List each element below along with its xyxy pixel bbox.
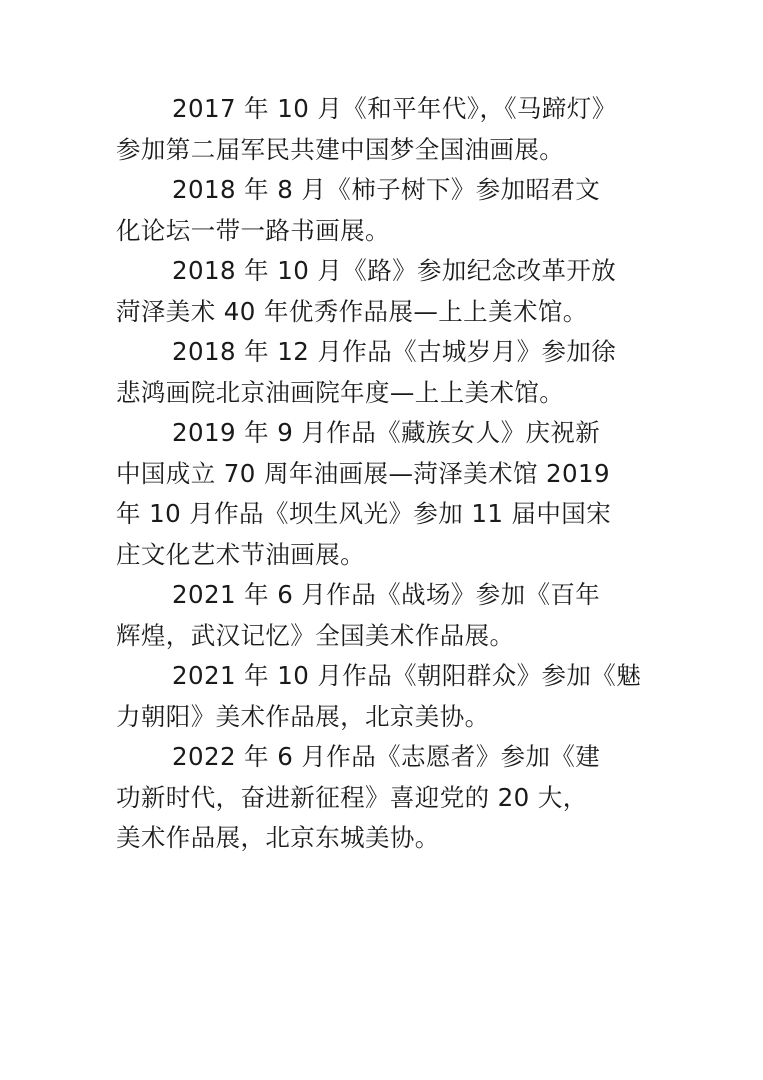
exhibition-history-text: [116, 89, 656, 859]
paragraph-6-line-2: 辉煌，武汉记忆》全国美术作品展。: [116, 620, 515, 650]
paragraph-7-line-1: 2021 年 10 月作品《朝阳群众》参加《魅: [172, 661, 642, 690]
paragraph-3-line-2: 菏泽美术 40 年优秀作品展—上上美术馆。: [116, 296, 588, 326]
paragraph-6-line-1: 2021 年 6 月作品《战场》参加《百年: [172, 580, 601, 609]
paragraph-5-line-1: 2019 年 9 月作品《藏族女人》庆祝新: [172, 418, 601, 447]
paragraph-2-line-2: 化论坛一带一路书画展。: [116, 215, 390, 245]
paragraph-1-line-1: 2017 年 10 月《和平年代》，《马蹄灯》: [172, 94, 617, 123]
paragraph-4-line-1: 2018 年 12 月作品《古城岁月》参加徐: [172, 337, 617, 366]
paragraph-2-line-1: 2018 年 8 月《柿子树下》参加昭君文: [172, 175, 601, 204]
paragraph-7-line-2: 力朝阳》美术作品展，北京美协。: [116, 701, 490, 731]
paragraph-1-line-2: 参加第二届军民共建中国梦全国油画展。: [116, 134, 565, 164]
paragraph-4-line-2: 悲鸿画院北京油画院年度—上上美术馆。: [116, 377, 565, 407]
paragraph-8-line-3: 美术作品展，北京东城美协。: [116, 823, 440, 852]
paragraph-8-line-2: 功新时代，奋进新征程》喜迎党的 20 大，: [116, 782, 588, 812]
paragraph-5-line-2: 中国成立 70 周年油画展—菏泽美术馆 2019: [116, 458, 610, 488]
paragraph-5-line-3: 年 10 月作品《坝生风光》参加 11 届中国宋: [116, 499, 612, 528]
paragraph-8-line-1: 2022 年 6 月作品《志愿者》参加《建: [172, 742, 601, 771]
paragraph-3-line-1: 2018 年 10 月《路》参加纪念改革开放: [172, 256, 617, 285]
paragraph-5-line-4: 庄文化艺术节油画展。: [116, 539, 365, 569]
